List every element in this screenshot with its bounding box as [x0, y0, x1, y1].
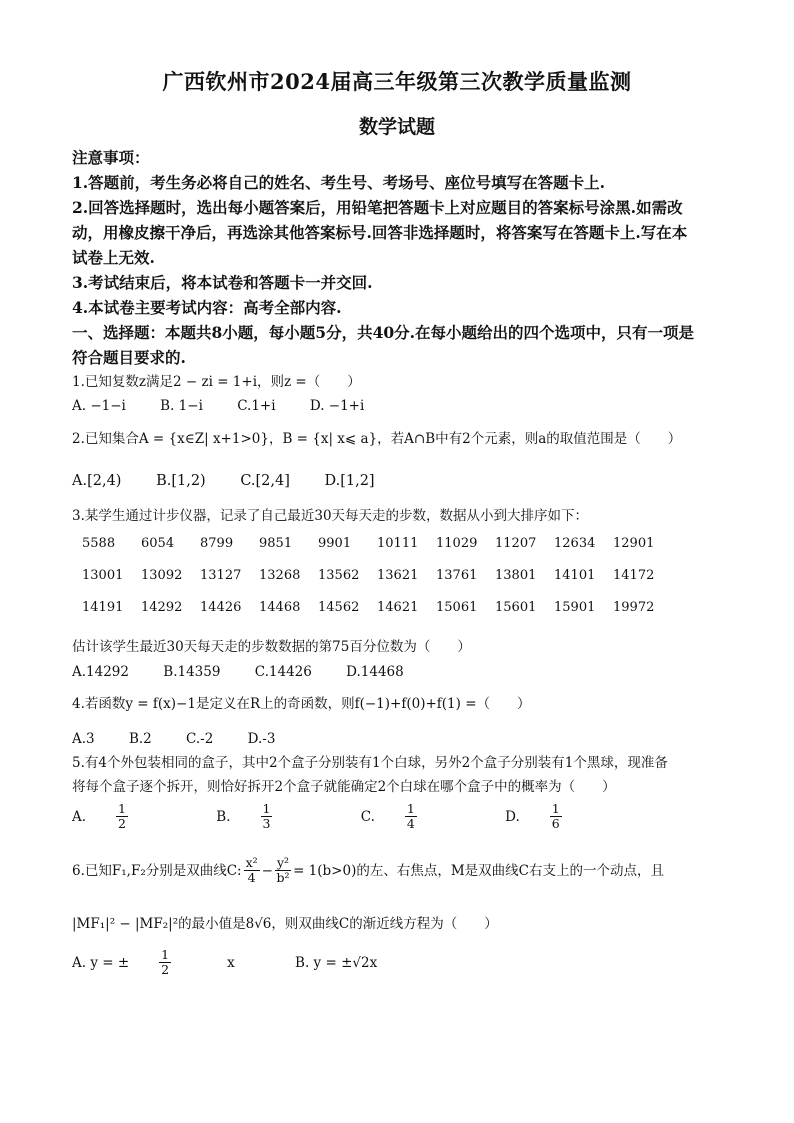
q5-option-a[interactable]: A. $\frac{1}{2}$ [72, 802, 184, 831]
q3-cell: 9851 [259, 536, 293, 551]
q5-options [72, 802, 722, 831]
q3-cell: 13127 [200, 568, 242, 583]
notice-item-4: 4.本试卷主要考试内容：高考全部内容. [72, 298, 342, 317]
section-heading-cont: 符合题目要求的. [72, 348, 186, 367]
q3-option-a[interactable]: A.14292 [72, 664, 129, 680]
q3-cell: 15061 [436, 600, 478, 615]
q3-cell: 13268 [259, 568, 301, 583]
q3-cell: 13092 [141, 568, 183, 583]
q3-cell: 10111 [377, 536, 419, 551]
q3-option-c[interactable]: C.14426 [254, 664, 312, 680]
q3-cell: 14468 [259, 600, 301, 615]
q1-stem: 1.已知复数z满足2 − zi = 1+i，则z =（ ） [72, 374, 361, 390]
section-heading: 一、选择题：本题共8小题，每小题5分，共40分.在每小题给出的四个选项中，只有一项是 [72, 323, 695, 342]
q2-option-a[interactable]: A.[2,4) [72, 473, 122, 489]
fraction: $\frac{1}{3}$ [262, 801, 271, 831]
q3-cell: 6054 [141, 536, 175, 551]
q3-cell: 14172 [613, 568, 655, 583]
q5-stem-cont: 将每个盒子逐个拆开，则恰好拆开2个盒子就能确定2个白球在哪个盒子中的概率为（ ） [72, 779, 616, 795]
q6-option-a[interactable]: A. y = ± $\frac{1}{2}$ x [72, 947, 235, 977]
q2-option-b[interactable]: B.[1,2) [156, 473, 206, 489]
q2-options [72, 470, 722, 492]
fraction: $\frac{1}{4}$ [406, 801, 415, 831]
q3-table-row [82, 600, 682, 632]
q6-options [72, 948, 722, 977]
q6-option-b[interactable]: B. y = ±√2x [295, 954, 378, 971]
q1-option-d[interactable]: D. −1+i [309, 398, 365, 414]
q3-cell: 12901 [613, 536, 655, 551]
q3-cell: 8799 [200, 536, 234, 551]
notice-item-1: 1.答题前，考生务必将自己的姓名、考生号、考场号、座位号填写在答题卡上. [72, 173, 606, 192]
q3-cell: 15601 [495, 600, 537, 615]
q1-option-a[interactable]: A. −1−i [72, 398, 126, 414]
q1-option-b[interactable]: B. 1−i [160, 398, 203, 414]
exam-title: 广西钦州市2024届高三年级第三次教学质量监测 [162, 69, 632, 94]
q3-cell: 13761 [436, 568, 478, 583]
q5-option-d[interactable]: D. $\frac{1}{6}$ [505, 802, 618, 831]
q3-steps-table [82, 536, 682, 632]
q3-option-d[interactable]: D.14468 [346, 664, 404, 680]
q4-stem: 4.若函数y = f(x)−1是定义在R上的奇函数，则f(−1)+f(0)+f(1) =（ ） [72, 696, 531, 712]
notice-heading: 注意事项： [72, 148, 150, 167]
fraction: $\frac{\text{y²}}{\text{b²}}$ [276, 855, 290, 885]
q3-cell: 14101 [554, 568, 596, 583]
q3-option-b[interactable]: B.14359 [163, 664, 221, 680]
q3-cell: 13801 [495, 568, 537, 583]
q2-stem: 2.已知集合A = {x∈Z| x+1>0}，B = {x| x⩽ a}，若A∩B中有2个元素，则a的取值范围是（ ） [72, 431, 682, 447]
q3-cell: 14426 [200, 600, 242, 615]
q3-options [72, 661, 722, 683]
q4-option-c[interactable]: C.-2 [186, 731, 214, 747]
q3-table-row [82, 536, 682, 568]
fraction: $\frac{\text{x²}}{4}$ [245, 855, 258, 885]
q6-stem: 6.已知F₁,F₂分别是双曲线C: $\frac{\text{x²}}{4}$ − $\frac{\text{y²}}{\text{b²}}$ = 1(b>0)的左、右焦点，M是双曲线C右支上的一个动点，且 [72, 855, 664, 885]
q3-cell: 9901 [318, 536, 352, 551]
q3-table-row [82, 568, 682, 600]
q3-cell: 13001 [82, 568, 124, 583]
q3-cell: 12634 [554, 536, 596, 551]
q3-cell: 11029 [436, 536, 478, 551]
q3-cell: 13562 [318, 568, 360, 583]
notice-item-3: 3.考试结束后，将本试卷和答题卡一并交回. [72, 273, 373, 292]
q2-option-d[interactable]: D.[1,2] [324, 473, 375, 489]
q1-options [72, 395, 722, 417]
q6-stem-cont: |MF₁|² − |MF₂|²的最小值是8√6，则双曲线C的渐近线方程为（ ） [72, 916, 498, 932]
fraction: $\frac{1}{2}$ [118, 801, 126, 831]
q1-option-c[interactable]: C.1+i [237, 398, 276, 414]
notice-item-2-cont: 动，用橡皮擦干净后，再选涂其他答案标号.回答非选择题时，将答案写在答题卡上.写在本 [72, 223, 688, 242]
q3-cell: 19972 [613, 600, 655, 615]
q5-stem: 5.有4个外包装相同的盒子，其中2个盒子分别装有1个白球，另外2个盒子分别装有1个黑球，现准备 [72, 755, 668, 771]
q3-cell: 14621 [377, 600, 419, 615]
q5-option-c[interactable]: C. $\frac{1}{4}$ [361, 802, 473, 831]
q4-option-b[interactable]: B.2 [128, 731, 152, 747]
q3-cell: 14191 [82, 600, 124, 615]
q3-cell: 15901 [554, 600, 596, 615]
q3-cell: 11207 [495, 536, 537, 551]
notice-item-2-end: 试卷上无效. [72, 248, 155, 267]
q3-cell: 13621 [377, 568, 419, 583]
q4-option-a[interactable]: A.3 [72, 731, 95, 747]
fraction: $\frac{1}{2}$ [161, 947, 170, 977]
q3-stem: 3.某学生通过计步仪器，记录了自己最近30天每天走的步数，数据从小到大排序如下： [72, 508, 589, 524]
fraction: $\frac{1}{6}$ [551, 801, 560, 831]
q3-cell: 5588 [82, 536, 116, 551]
q2-option-c[interactable]: C.[2,4] [240, 473, 290, 489]
q4-option-d[interactable]: D.-3 [247, 731, 276, 747]
exam-subtitle: 数学试题 [358, 116, 435, 138]
q5-option-b[interactable]: B. $\frac{1}{3}$ [216, 802, 328, 831]
q3-cell: 14562 [318, 600, 360, 615]
q3-cell: 14292 [141, 600, 183, 615]
notice-item-2: 2.回答选择题时，选出每小题答案后，用铅笔把答题卡上对应题目的答案标号涂黑.如需改 [72, 198, 683, 217]
q4-options [72, 728, 722, 750]
q3-question: 估计该学生最近30天每天走的步数数据的第75百分位数为（ ） [72, 639, 471, 655]
